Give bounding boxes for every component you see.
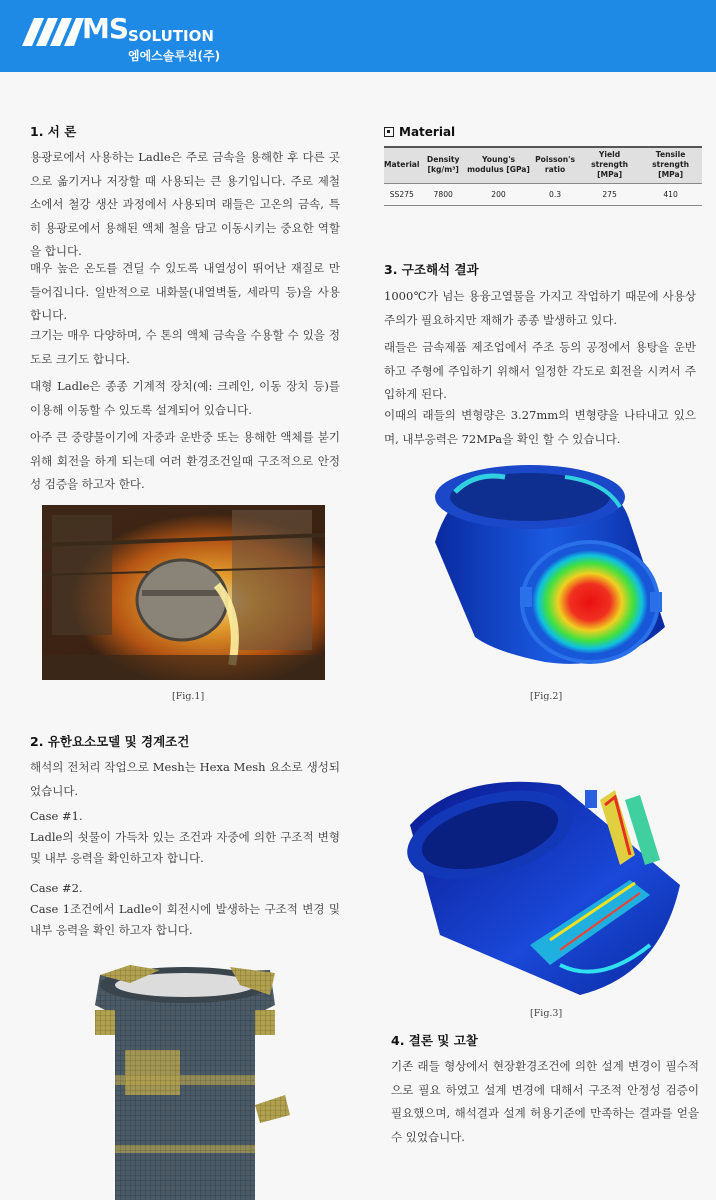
case2-title: Case #2. — [30, 881, 83, 895]
mesh-model-image — [70, 955, 300, 1200]
section1-para1: 용광로에서 사용하는 Ladle은 주로 금속을 용해한 후 다른 곳으로 옮기거나 저장할 때 사용되는 큰 용기입니다. 주로 제철소에서 철강 생산 과정에서 사용되며 래들은 고온의 금속, 특히 용광로에서 용해된 액체 철을 담고 이동시키는 중요한 역할을 합니다. — [30, 150, 340, 258]
material-table-header — [384, 147, 702, 183]
td-tensile: 410 — [639, 183, 702, 205]
th-youngs: Young's modulus [GPa] — [467, 147, 530, 183]
fig3-caption: [Fig.3] — [530, 1008, 563, 1019]
section2-para1: 해석의 전처리 작업으로 Mesh는 Hexa Mesh 요소로 생성되었습니다. — [30, 760, 340, 798]
section1-para2: 매우 높은 온도를 견딜 수 있도록 내열성이 뛰어난 재질로 만들어집니다. 일반적으로 내화물(내열벽돌, 세라믹 등)을 사용합니다. — [30, 261, 340, 322]
case1-title: Case #1. — [30, 809, 83, 823]
section1-para5: 아주 큰 중량물이기에 자중과 운반중 또는 용해한 액체를 붇기 위해 회전을 하게 되는데 여러 환경조건일때 구조적으로 안정성 검증을 하고자 한다. — [30, 430, 340, 491]
material-title-text: Material — [399, 125, 456, 139]
th-poisson: Poisson's ratio — [530, 147, 580, 183]
case1-text: Ladle의 쇳물이 가득차 있는 조건과 자중에 의한 구조적 변형 및 내부 응력을 확인하고자 합니다. — [30, 830, 340, 865]
td-poisson: 0.3 — [530, 183, 580, 205]
section4-title: 4. 결론 및 고찰 — [391, 1033, 478, 1048]
fig2-caption: [Fig.2] — [530, 691, 563, 702]
th-density: Density [kg/m³] — [420, 147, 467, 183]
td-density: 7800 — [420, 183, 467, 205]
th-tensile: Tensile strength [MPa] — [639, 147, 702, 183]
section3-para1: 1000℃가 넘는 용융고열물을 가지고 작업하기 때문에 사용상 주의가 필요하지만 재해가 종종 발생하고 있다. — [384, 289, 696, 327]
logo-solution: SOLUTION — [128, 27, 214, 45]
logo-ms: MS — [82, 12, 129, 45]
logo-korean: 엠에스솔루션(주) — [128, 49, 221, 63]
fig1-caption: [Fig.1] — [172, 691, 205, 702]
fig3-rotation-contour — [400, 765, 700, 1000]
section3-title: 3. 구조해석 결과 — [384, 262, 479, 277]
section4-para1: 기존 래들 형상에서 현장환경조건에 의한 설계 변경이 필수적으로 필요 하였고 설계 변경에 대해서 구조적 안정성 검증이 필요했으며, 해석결과 설계 허용기준에 만족하는 결과를 얻을 수 있었습니다. — [391, 1059, 699, 1144]
section2-title: 2. 유한요소모델 및 경계조건 — [30, 734, 190, 749]
section1-para3: 크기는 매우 다양하며, 수 톤의 액체 금속을 수용할 수 있을 정도로 크기도 합니다. — [30, 328, 340, 366]
material-table — [384, 146, 702, 206]
header-bar — [0, 0, 716, 72]
th-yield: Yield strength [MPa] — [580, 147, 639, 183]
th-material: Material — [384, 147, 420, 183]
case2-text: Case 1조건에서 Ladle이 회전시에 발생하는 구조적 변경 및 내부 응력을 확인 하고자 합니다. — [30, 902, 340, 937]
material-title — [384, 125, 455, 139]
fig1-ladle-photo — [42, 505, 325, 680]
td-youngs: 200 — [467, 183, 530, 205]
section3-para2: 래들은 금속제품 제조업에서 주조 등의 공정에서 용탕을 운반하고 주형에 주입하기 위해서 일정한 각도로 회전을 시켜서 주입하게 된다. — [384, 340, 696, 401]
logo-stripes-icon — [22, 18, 84, 46]
td-material: SS275 — [384, 183, 420, 205]
td-yield: 275 — [580, 183, 639, 205]
section1-para4: 대형 Ladle은 종종 기계적 장치(예: 크레인, 이동 장치 등)를 이용해 이동할 수 있도록 설계되어 있습니다. — [30, 379, 340, 417]
section1-title: 1. 서 론 — [30, 124, 77, 139]
fig2-stress-contour — [415, 452, 680, 680]
section3-para3: 이때의 래들의 변형량은 3.27mm의 변형량을 나타내고 있으며, 내부응력은 72MPa을 확인 할 수 있습니다. — [384, 408, 696, 446]
square-bullet-icon — [384, 127, 394, 137]
table-row — [384, 183, 702, 205]
